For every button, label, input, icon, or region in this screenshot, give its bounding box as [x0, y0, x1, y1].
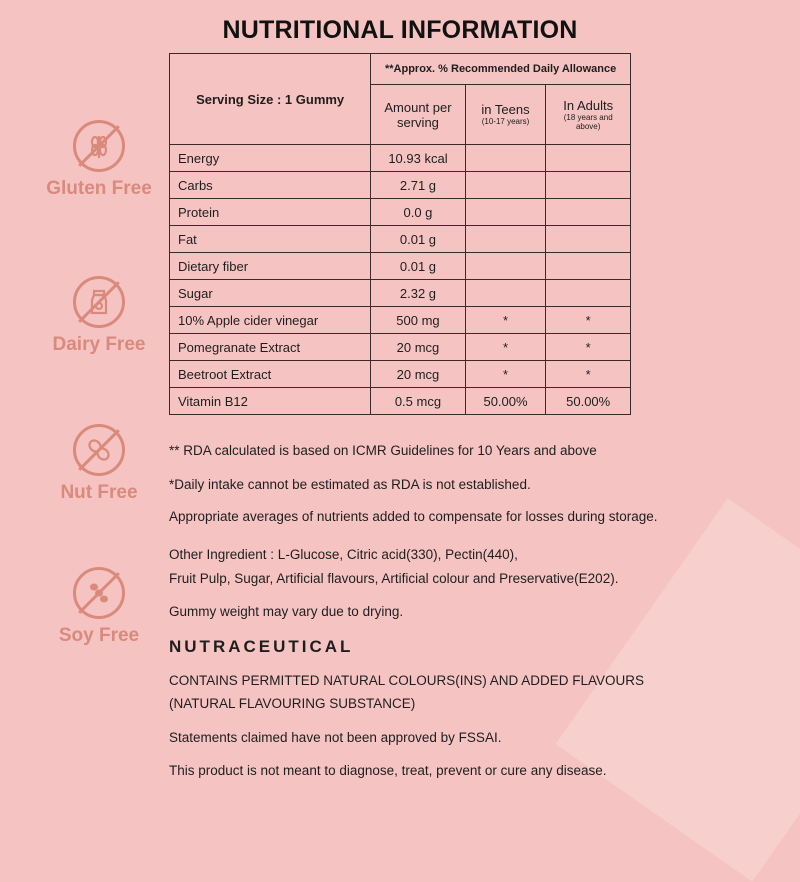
daily-intake-note: *Daily intake cannot be estimated as RDA is not established. — [169, 477, 531, 492]
badge-label: Gluten Free — [46, 178, 152, 199]
table-row — [170, 226, 631, 253]
rda-adults — [546, 280, 631, 307]
ingredients-line-1: Other Ingredient : L-Glucose, Citric acid(330), Pectin(440), — [169, 547, 518, 562]
badge-nut-free — [36, 424, 162, 504]
averages-note: Appropriate averages of nutrients added to compensate for losses during storage. — [169, 509, 658, 524]
rda-adults: * — [546, 334, 631, 361]
colours-line-1: CONTAINS PERMITTED NATURAL COLOURS(INS) AND ADDED FLAVOURS — [169, 673, 645, 688]
serving-size-header: Serving Size : 1 Gummy — [170, 54, 371, 145]
nutrient-amount: 2.32 g — [371, 280, 465, 307]
nutrient-name: Dietary fiber — [170, 253, 371, 280]
table-row — [170, 280, 631, 307]
nutrient-amount: 20 mcg — [371, 361, 465, 388]
rda-adults: * — [546, 307, 631, 334]
nutrient-name: 10% Apple cider vinegar — [170, 307, 371, 334]
nutrient-name: Pomegranate Extract — [170, 334, 371, 361]
table-row — [170, 307, 631, 334]
nutrient-amount: 2.71 g — [371, 172, 465, 199]
nutrient-amount: 20 mcg — [371, 334, 465, 361]
rda-header: **Approx. % Recommended Daily Allowance — [371, 54, 631, 85]
ingredients-line-2: Fruit Pulp, Sugar, Artificial flavours, Artificial colour and Preservative(E202). — [169, 571, 619, 586]
table-row — [170, 199, 631, 226]
amount-header — [371, 85, 465, 145]
rda-teens — [465, 226, 546, 253]
background-shape — [556, 498, 800, 881]
badge-gluten-free — [36, 120, 162, 200]
rda-adults: * — [546, 361, 631, 388]
disclaimer: This product is not meant to diagnose, treat, prevent or cure any disease. — [169, 763, 607, 778]
amount-header-label: Amount per serving — [384, 99, 452, 130]
table-row — [170, 172, 631, 199]
nutrient-amount: 0.01 g — [371, 253, 465, 280]
rda-teens: * — [465, 334, 546, 361]
adults-header-label: In Adults — [563, 97, 614, 113]
badge-soy-free — [36, 567, 162, 647]
table-row — [170, 334, 631, 361]
rda-adults — [546, 253, 631, 280]
rda-teens — [465, 145, 546, 172]
nutrient-amount: 500 mg — [371, 307, 465, 334]
nutrient-name: Carbs — [170, 172, 371, 199]
nutrient-name: Sugar — [170, 280, 371, 307]
colours-line-2: (NATURAL FLAVOURING SUBSTANCE) — [169, 696, 416, 711]
rda-teens: 50.00% — [465, 388, 546, 415]
rda-teens — [465, 280, 546, 307]
rda-teens — [465, 253, 546, 280]
nutrition-table — [169, 53, 631, 415]
table-row — [170, 145, 631, 172]
table-row — [170, 388, 631, 415]
nutrient-amount: 10.93 kcal — [371, 145, 465, 172]
teens-header — [465, 85, 546, 145]
fssai-note: Statements claimed have not been approved by FSSAI. — [169, 730, 502, 745]
rda-note: ** RDA calculated is based on ICMR Guidelines for 10 Years and above — [169, 443, 597, 458]
teens-age-range: (10-17 years) — [481, 117, 530, 126]
nutrient-amount: 0.0 g — [371, 199, 465, 226]
nutrient-name: Vitamin B12 — [170, 388, 371, 415]
soybean-icon — [73, 567, 125, 619]
table-row — [170, 361, 631, 388]
rda-adults: 50.00% — [546, 388, 631, 415]
milk-bottle-icon — [73, 276, 125, 328]
nutrient-name: Fat — [170, 226, 371, 253]
nutrient-name: Energy — [170, 145, 371, 172]
table-row — [170, 253, 631, 280]
adults-age-range: (18 years and above) — [563, 112, 613, 131]
teens-header-label: in Teens — [481, 102, 530, 117]
badge-dairy-free — [36, 276, 162, 356]
rda-teens — [465, 172, 546, 199]
rda-adults — [546, 145, 631, 172]
rda-teens: * — [465, 361, 546, 388]
peanut-icon — [73, 424, 125, 476]
adults-header — [546, 85, 631, 145]
rda-adults — [546, 226, 631, 253]
rda-teens — [465, 199, 546, 226]
weight-note: Gummy weight may vary due to drying. — [169, 604, 404, 619]
badge-label: Dairy Free — [52, 334, 146, 355]
badge-label: Soy Free — [58, 625, 140, 646]
nutrient-amount: 0.01 g — [371, 226, 465, 253]
page-title: NUTRITIONAL INFORMATION — [222, 16, 578, 44]
nutrition-table-body — [170, 145, 631, 415]
badge-label: Nut Free — [60, 482, 138, 503]
nutraceutical-heading: NUTRACEUTICAL — [169, 637, 354, 656]
nutrient-name: Protein — [170, 199, 371, 226]
rda-adults — [546, 172, 631, 199]
wheat-icon — [73, 120, 125, 172]
rda-adults — [546, 199, 631, 226]
nutrient-name: Beetroot Extract — [170, 361, 371, 388]
nutrient-amount: 0.5 mcg — [371, 388, 465, 415]
rda-teens: * — [465, 307, 546, 334]
